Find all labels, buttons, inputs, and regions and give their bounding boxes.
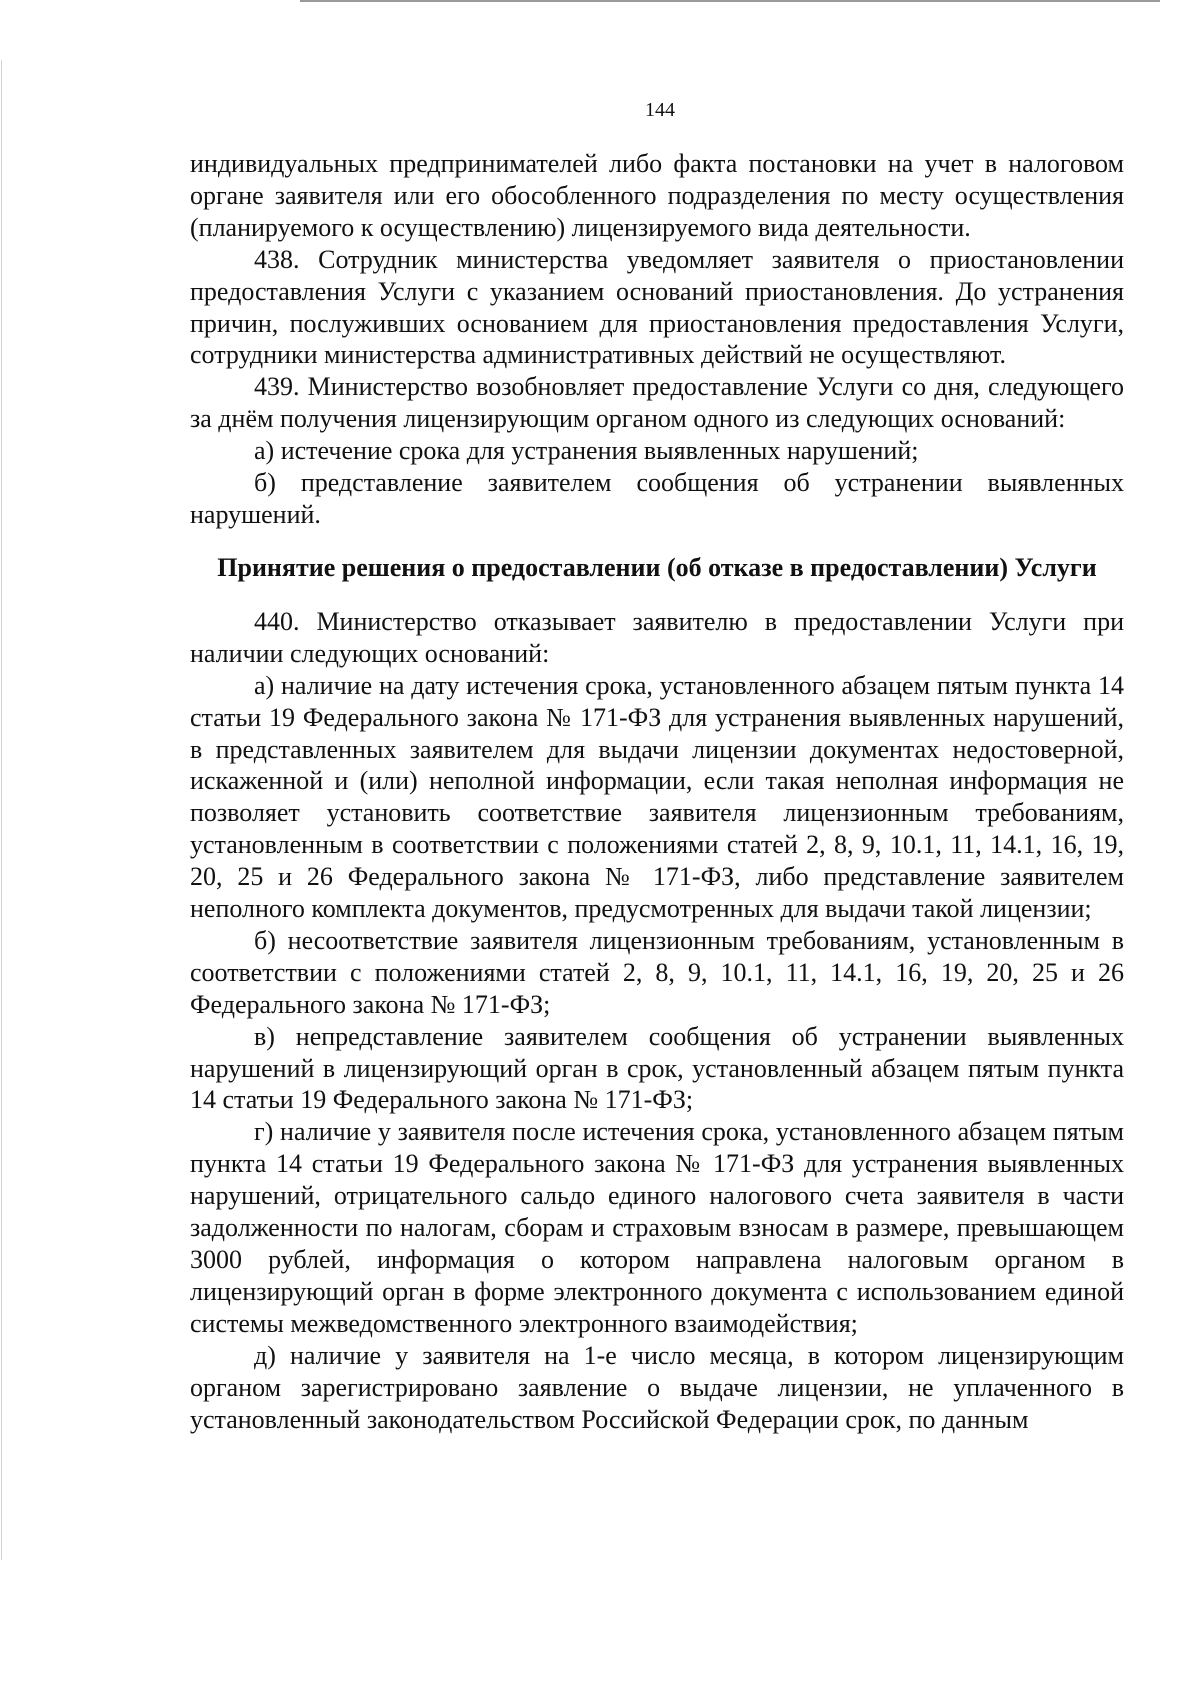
paragraph-439-a: а) истечение срока для устранения выявленных нарушений; (254, 436, 919, 466)
paragraph-440-b: б) несоответствие заявителя лицензионным требованиям, установленным в соответствии с положениями статей 2, 8, 9, 10.1, 11, 14.1, 16, 19, 20, 25 и 26 Федерального закона № 171-ФЗ; (190, 925, 1124, 1019)
paragraph-440-d: д) наличие у заявителя на 1-е число месяца, в котором лицензирующим органом зарегистрировано заявление о выдаче лицензии, не уплаченного в установленный законодательством Российской Федерации срок, по данным (190, 1340, 1124, 1434)
section-heading: Принятие решения о предоставлении (об отказе в предоставлении) Услуги (217, 552, 1097, 582)
paragraph-439: 439. Министерство возобновляет предоставление Услуги со дня, следующего за днём получения лицензирующим органом одного из следующих оснований: (190, 372, 1124, 434)
page-number: 144 (645, 99, 675, 121)
paragraph-440: 440. Министерство отказывает заявителю в предоставлении Услуги при наличии следующих оснований: (190, 606, 1124, 668)
paragraph-438: 438. Сотрудник министерства уведомляет заявителя о приостановлении предоставления Услуги с указанием оснований приостановления. До устранения причин, послуживших основанием для приостановления предоставления Услуги, сотрудники министерства административных действий не осуществляют. (190, 244, 1124, 370)
paragraph-439-b: б) представление заявителем сообщения об устранении выявленных нарушений. (190, 468, 1124, 529)
document-body (190, 148, 1124, 1435)
paragraph-440-g: г) наличие у заявителя после истечения срока, установленного абзацем пятым пункта 14 статьи 19 Федерального закона № 171-ФЗ для устранения выявленных нарушений, отрицательного сальдо единого налогового счета заявителя в части задолженности по налогам, сборам и страховым взносам в размере, превышающем 3000 рублей, информация о котором направлена налоговым органом в лицензирующий орган в форме электронного документа с использованием единой системы межведомственного электронного взаимодействия; (190, 1117, 1124, 1338)
paragraph-continuation: индивидуальных предпринимателей либо факта постановки на учет в налоговом органе заявителя или его обособленного подразделения по месту осуществления (планируемого к осуществлению) лицензируемого вида деятельности. (190, 149, 1124, 242)
scan-edge-left (1, 60, 2, 1560)
paragraph-440-a: а) наличие на дату истечения срока, установленного абзацем пятым пункта 14 статьи 19 Федерального закона № 171-ФЗ для устранения выявленных нарушений, в представленных заявителем для выдачи лицензии документах недостоверной, искаженной и (или) неполной информации, если такая неполная информация не позволяет установить соответствие заявителя лицензионным требованиям, установленным в соответствии с положениями статей 2, 8, 9, 10.1, 11, 14.1, 16, 19, 20, 25 и 26 Федерального закона № 171-ФЗ, либо представление заявителем неполного комплекта документов, предусмотренных для выдачи такой лицензии; (190, 670, 1124, 924)
paragraph-440-v: в) непредставление заявителем сообщения об устранении выявленных нарушений в лицензирующий орган в срок, установленный абзацем пятым пункта 14 статьи 19 Федерального закона № 171-ФЗ; (190, 1021, 1124, 1115)
scan-edge-top (300, 0, 1160, 2)
